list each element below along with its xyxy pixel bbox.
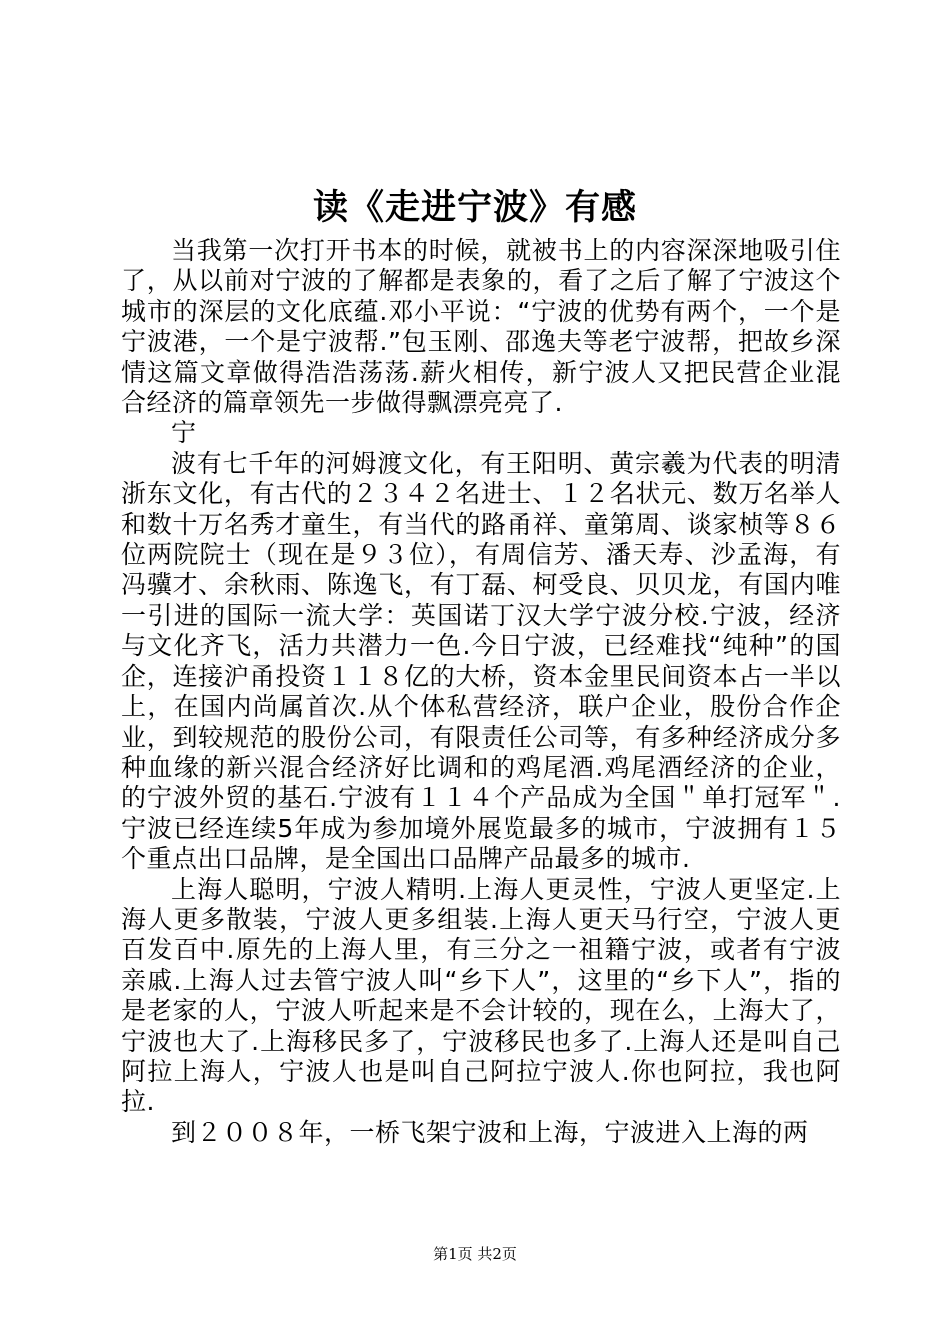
page-footer: 第1页 共2页 — [433, 1245, 517, 1263]
document-title: 读《走进宁波》有感 — [312, 187, 637, 228]
paragraph-5: 到２００８年，一桥飞架宁波和上海，宁波进入上海的两 — [171, 1117, 809, 1147]
paragraph-1: 当我第一次打开书本的时候，就被书上的内容深深地吸引住了，从以前对宁波的了解都是表象的，看了之后了解了宁波这个城市的深层的文化底蕴.邓小平说：“宁波的优势有两个，一个是宁波港，一个是宁波帮.”包玉刚、邵逸夫等老宁波帮，把故乡深情这篇文章做得浩浩荡荡.薪火相传，新宁波人又把民营企业混合经济的篇章领先一步做得飘漂亮亮了. — [121, 236, 841, 418]
document-body — [121, 236, 841, 1148]
paragraph-3: 波有七千年的河姆渡文化，有王阳明、黄宗羲为代表的明清浙东文化，有古代的２３４２名进士、１２名状元、数万名举人和数十万名秀才童生，有当代的路甬祥、童第周、谈家桢等８６位两院院士（现在是９３位），有周信芳、潘天寿、沙孟海，有冯骥才、余秋雨、陈逸飞，有丁磊、柯受良、贝贝龙，有国内唯一引进的国际一流大学：英国诺丁汉大学宁波分校.宁波，经济与文化齐飞，活力共潜力一色.今日宁波，已经难找“纯种”的国企，连接沪甬投资１１８亿的大桥，资本金里民间资本占一半以上，在国内尚属首次.从个体私营经济，联户企业，股份合作企业，到较规范的股份公司，有限责任公司等，有多种经济成分多种血缘的新兴混合经济好比调和的鸡尾酒.鸡尾酒经济的企业，的宁波外贸的基石.宁波有１１４个产品成为全国＂单打冠军＂.宁波已经连续5年成为参加境外展览最多的城市，宁波拥有１５个重点出口品牌，是全国出口品牌产品最多的城市. — [121, 448, 841, 874]
paragraph-2: 宁 — [171, 418, 197, 448]
paragraph-4: 上海人聪明，宁波人精明.上海人更灵性，宁波人更坚定.上海人更多散装，宁波人更多组装.上海人更天马行空，宁波人更百发百中.原先的上海人里，有三分之一祖籍宁波，或者有宁波亲戚.上海人过去管宁波人叫“乡下人”，这里的“乡下人”，指的是老家的人，宁波人听起来是不会计较的，现在么，上海大了，宁波也大了.上海移民多了，宁波移民也多了.上海人还是叫自己阿拉上海人，宁波人也是叫自己阿拉宁波人.你也阿拉，我也阿拉. — [121, 874, 841, 1117]
